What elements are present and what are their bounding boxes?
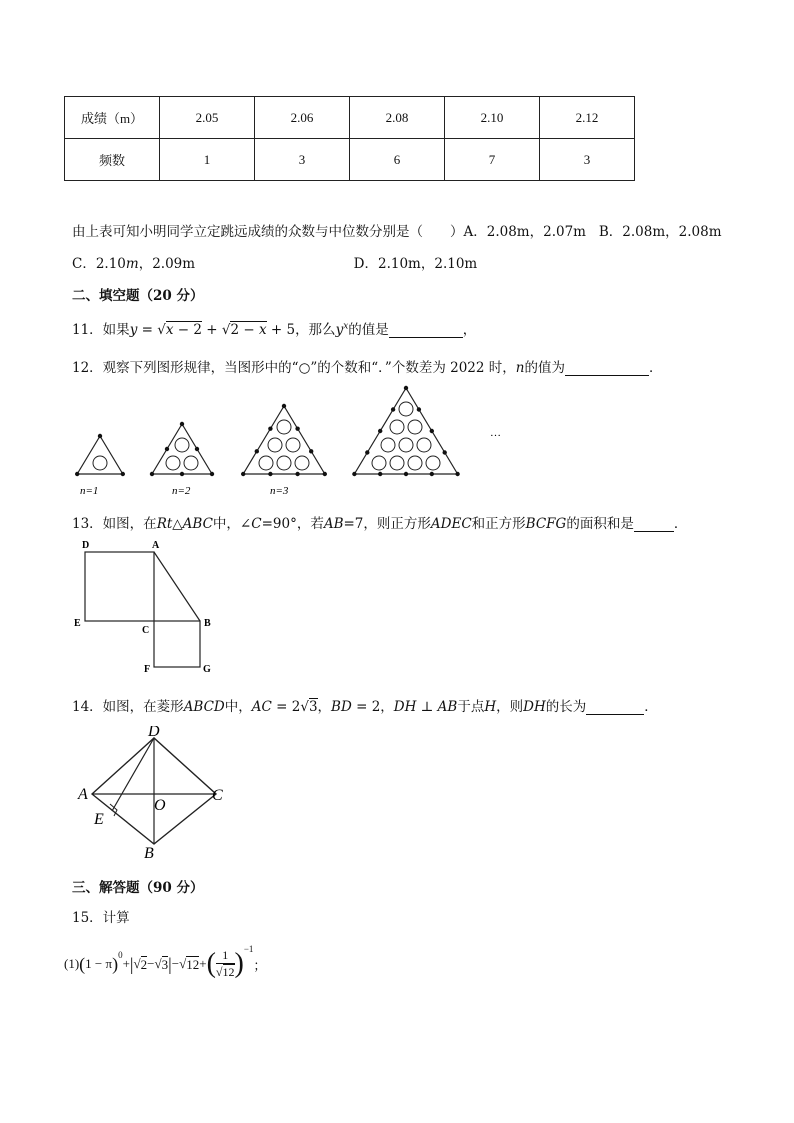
- pattern-dot: [180, 472, 184, 476]
- q14-bd: BD: [331, 699, 352, 715]
- q15-plus: +: [122, 956, 130, 971]
- paren-left: (: [206, 948, 216, 979]
- q13-abc: ABC: [182, 516, 213, 532]
- hypotenuse-ab: [154, 552, 200, 621]
- point-label-e: E: [74, 618, 81, 629]
- pattern-circle: [295, 456, 309, 470]
- q10-stem-line: [72, 220, 722, 240]
- pattern-dot: [165, 447, 169, 451]
- table-cell: 2.05: [160, 97, 255, 139]
- q14-h: H: [484, 699, 497, 715]
- pattern-dot: [323, 472, 327, 476]
- paren-left: (: [79, 953, 86, 974]
- q15-minus: −: [171, 956, 180, 971]
- q15-sqrt3: 3: [161, 956, 169, 972]
- q14-f: ，则: [496, 699, 524, 715]
- q15-expression: [64, 944, 266, 984]
- q14-d: ，: [380, 699, 394, 715]
- pattern-circle: [184, 456, 198, 470]
- q13-e: =7，则正方形: [343, 516, 431, 532]
- pattern-dot: [404, 386, 408, 390]
- triangle-symbol: △: [172, 516, 183, 532]
- q10-option-c-unit: m: [125, 256, 139, 272]
- q15-sqrt12-den: 12: [222, 965, 235, 979]
- q11-var-x: x: [258, 322, 267, 338]
- abs-bar: |: [129, 953, 134, 974]
- table-cell: 6: [350, 139, 445, 181]
- pattern-dot: [455, 472, 459, 476]
- pattern-label-n1: n=1: [80, 485, 99, 497]
- pattern-dot: [282, 404, 286, 408]
- answer-blank[interactable]: [565, 361, 649, 376]
- pattern-circle: [381, 438, 395, 452]
- q15-exp-0: 0: [118, 950, 123, 960]
- table-cell: 2.08: [350, 97, 445, 139]
- table-cell: 2.10: [445, 97, 540, 139]
- q13-ab: AB: [323, 516, 344, 532]
- pattern-dot: [241, 472, 245, 476]
- sqrt-sign: √: [154, 956, 162, 971]
- q10-option-d: D．2.10m，2.10m: [353, 256, 478, 272]
- q11-plus-5: + 5: [266, 322, 296, 338]
- pattern-circle: [408, 420, 422, 434]
- answer-blank[interactable]: [586, 700, 644, 715]
- q10-option-c-rest: ，2.09m: [138, 256, 196, 272]
- pattern-circle: [277, 456, 291, 470]
- q12-text-a: 12．观察下列图形规律，当图形中的“○”的个数和“．”个数差为 2022 时，: [72, 360, 516, 376]
- sqrt-sign: √: [133, 956, 141, 971]
- q11-radicand-1: [166, 321, 202, 338]
- rhombus-figure: [70, 726, 240, 862]
- pattern-dot: [75, 472, 79, 476]
- q14-a: 14．如图，在菱形: [72, 699, 184, 715]
- triangle-pattern-figure: [60, 384, 520, 500]
- pattern-dot: [98, 434, 102, 438]
- q14-perp: ⊥: [416, 699, 438, 715]
- pattern-dot: [391, 407, 395, 411]
- q15-minus: −: [147, 956, 155, 971]
- fraction: [216, 948, 235, 980]
- squares-triangle-figure: [70, 536, 230, 676]
- pattern-circle: [286, 438, 300, 452]
- point-label-o: O: [154, 797, 166, 814]
- q10-option-c: [72, 256, 195, 272]
- q13-adec: ADEC: [430, 516, 472, 532]
- q12-text-b: 的值为: [524, 360, 565, 376]
- pattern-dot: [121, 472, 125, 476]
- pattern-dot: [295, 472, 299, 476]
- q15-plus: +: [199, 956, 207, 971]
- q15-title: 15．计算: [72, 910, 130, 926]
- pattern-circle: [93, 456, 107, 470]
- q15-part1: (1): [64, 956, 80, 971]
- q14-b: 中，: [224, 699, 252, 715]
- pattern-dot: [180, 422, 184, 426]
- q15-sqrt12: 12: [186, 956, 200, 972]
- q15-exp-neg1: −1: [243, 944, 254, 954]
- point-label-b: B: [144, 845, 154, 862]
- pattern-circle: [166, 456, 180, 470]
- q14-dh: DH: [393, 699, 417, 715]
- q15-one-minus-pi: 1 − π: [85, 956, 113, 971]
- point-label-d: D: [148, 726, 160, 740]
- table-cell: 3: [540, 139, 635, 181]
- pattern-dot: [195, 447, 199, 451]
- section-fill-blank-title: 二、填空题（20 分）: [72, 288, 204, 304]
- q13-g: 的面积和是: [566, 516, 634, 532]
- pattern-circle: [268, 438, 282, 452]
- paren-right: ): [112, 953, 119, 974]
- square-bcfg: [154, 621, 200, 667]
- pattern-dot: [255, 449, 259, 453]
- q14-c: ，: [317, 699, 332, 715]
- q11-comma: ，: [462, 322, 477, 338]
- table-row-score: [65, 97, 635, 139]
- q11-two-minus: 2 −: [230, 322, 259, 338]
- q14-abcd: ABCD: [183, 699, 225, 715]
- q11-radicand-2: [230, 321, 266, 338]
- pattern-label-n3: n=3: [270, 485, 289, 497]
- point-label-f: F: [144, 664, 151, 675]
- pattern-circle: [277, 420, 291, 434]
- pattern-circle: [426, 456, 440, 470]
- q11-line: [72, 318, 476, 338]
- q14-g: 的长为: [545, 699, 587, 715]
- square-adec: [85, 552, 154, 621]
- q13-b: 中，∠: [212, 516, 252, 532]
- triangle-pattern-group: [75, 386, 460, 476]
- answer-blank[interactable]: [389, 323, 463, 338]
- q12-var-n: n: [515, 360, 525, 376]
- q11-end: 的值是: [348, 322, 389, 338]
- q13-a: 13．如图，在: [72, 516, 157, 532]
- q14-e: 于点: [457, 699, 485, 715]
- pattern-dot: [210, 472, 214, 476]
- point-label-a: A: [78, 786, 88, 803]
- q10-option-b: B．2.08m，2.08m: [598, 224, 722, 240]
- q13-bcfg: BCFG: [525, 516, 567, 532]
- pattern-circle: [417, 438, 431, 452]
- q11-var-y: y: [129, 322, 138, 338]
- pattern-dot: [430, 472, 434, 476]
- q13-line: [72, 512, 687, 532]
- q10-stem: 由上表可知小明同学立定跳远成绩的众数与中位数分别是（ ）: [72, 224, 464, 240]
- q14-eq2: = 2: [351, 699, 381, 715]
- q10-option-a: A．2.08m，2.07m: [463, 224, 586, 240]
- sqrt-sign: √: [157, 322, 166, 338]
- table-cell: 成绩（m）: [65, 97, 160, 139]
- table-cell: 7: [445, 139, 540, 181]
- paren-right: ): [234, 948, 244, 979]
- point-label-b: B: [204, 618, 211, 629]
- point-label-a: A: [152, 540, 160, 551]
- table-cell: 2.12: [540, 97, 635, 139]
- pattern-circle: [390, 420, 404, 434]
- pattern-dot: [430, 429, 434, 433]
- point-label-g: G: [203, 664, 211, 675]
- pattern-dot: [365, 450, 369, 454]
- table-row-frequency: [65, 139, 635, 181]
- pattern-dot: [150, 472, 154, 476]
- pattern-circle: [408, 456, 422, 470]
- pattern-dot: [352, 472, 356, 476]
- q15-semicolon: ；: [253, 957, 267, 973]
- q11-mid: ，那么: [295, 322, 336, 338]
- point-label-c: C: [142, 625, 150, 636]
- q14-eq1: = 2: [271, 699, 301, 715]
- q13-f: 和正方形: [471, 516, 526, 532]
- segment-dh: [112, 738, 154, 811]
- frequency-table: [64, 96, 635, 181]
- table-cell: 1: [160, 139, 255, 181]
- sqrt-sign: √: [215, 965, 223, 979]
- q10-option-c-text: C．2.10: [72, 256, 126, 272]
- pattern-dot: [443, 450, 447, 454]
- q11-y-power: y: [335, 322, 344, 338]
- q11-var-x: x: [165, 322, 174, 338]
- q11-exponent-x: x: [343, 321, 349, 332]
- q11-eq: =: [137, 322, 158, 338]
- q11-minus-2: − 2: [173, 322, 202, 338]
- q13-c: C: [251, 516, 262, 532]
- pattern-dot: [378, 472, 382, 476]
- pattern-dot: [378, 429, 382, 433]
- sqrt-sign: √: [221, 322, 231, 338]
- q14-dh2: DH: [523, 699, 546, 715]
- pattern-label-n2: n=2: [172, 485, 191, 497]
- q13-rt: Rt: [156, 516, 173, 532]
- section-solution-title: 三、解答题（90 分）: [72, 880, 204, 896]
- q15-sqrt2: 2: [140, 956, 148, 972]
- abs-bar: |: [168, 953, 172, 974]
- q12-period: ．: [648, 360, 663, 376]
- q14-period: ．: [644, 699, 658, 715]
- q14-line: [72, 695, 658, 715]
- pattern-dot: [268, 472, 272, 476]
- table-cell: 频数: [65, 139, 160, 181]
- q13-d: =90°，若: [261, 516, 324, 532]
- sqrt-sign: √: [179, 956, 187, 971]
- point-label-c: C: [212, 787, 223, 804]
- table-cell: 3: [255, 139, 350, 181]
- q14-sqrt3: 3: [308, 699, 318, 715]
- fraction-denominator: [216, 963, 235, 980]
- pattern-circle: [399, 438, 413, 452]
- point-label-e: E: [94, 811, 104, 828]
- pattern-circle: [259, 456, 273, 470]
- table-cell: 2.06: [255, 97, 350, 139]
- q14-ab: AB: [437, 699, 458, 715]
- pattern-dot: [268, 426, 272, 430]
- q10-options-line: [72, 252, 477, 272]
- q11-plus: +: [201, 322, 222, 338]
- pattern-circle: [390, 456, 404, 470]
- q14-ac: AC: [251, 699, 272, 715]
- pattern-dot: [404, 472, 408, 476]
- point-label-d: D: [82, 540, 90, 551]
- pattern-circle: [175, 438, 189, 452]
- pattern-dot: [295, 426, 299, 430]
- pattern-dot: [309, 449, 313, 453]
- pattern-dot: [417, 407, 421, 411]
- pattern-circle: [372, 456, 386, 470]
- q12-line: [72, 356, 662, 376]
- q13-period: ．: [673, 516, 688, 532]
- pattern-circle: [399, 402, 413, 416]
- pattern-ellipsis: …: [490, 427, 501, 439]
- answer-blank[interactable]: [634, 517, 674, 532]
- q11-prefix: 11．如果: [72, 322, 130, 338]
- pattern-triangle: [354, 388, 457, 474]
- fraction-numerator: 1: [222, 948, 229, 962]
- sqrt-sign: √: [300, 699, 309, 715]
